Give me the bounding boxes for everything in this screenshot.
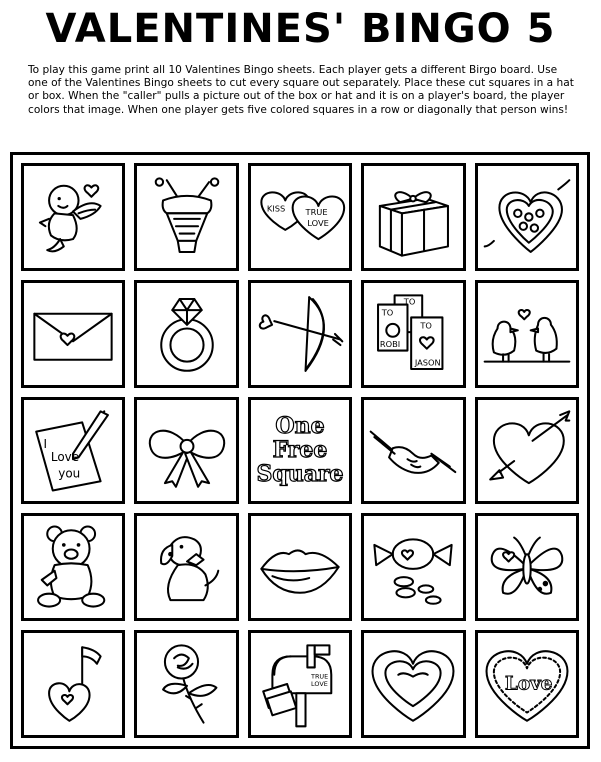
wrapped-candy-icon <box>367 521 459 613</box>
bingo-cell-valentine-cards[interactable] <box>361 280 465 388</box>
bingo-cell-wrapped-candy[interactable] <box>361 513 465 621</box>
bingo-cell-love-letter[interactable] <box>21 397 125 505</box>
free-square-line-2: Free <box>272 437 328 464</box>
bingo-cell-love-heart[interactable] <box>475 630 579 738</box>
double-heart-icon <box>367 638 459 730</box>
heart-love-label: Love <box>504 673 553 695</box>
cupid-icon <box>27 171 119 263</box>
bingo-cell-cupid[interactable] <box>21 163 125 271</box>
bingo-cell-free-square[interactable] <box>248 397 352 505</box>
bingo-cell-heart-note[interactable] <box>21 630 125 738</box>
bingo-cell-chocolate-box[interactable] <box>475 163 579 271</box>
free-square-line-3: Square <box>256 461 344 488</box>
mailbox-icon <box>254 638 346 730</box>
heart-arrow-icon <box>481 404 573 496</box>
card-jason-label: JASON <box>415 356 442 367</box>
diamond-ring-icon <box>141 288 233 380</box>
envelope-icon <box>27 288 119 380</box>
bingo-cell-candy-hearts[interactable] <box>248 163 352 271</box>
bingo-cell-teddy-bear[interactable] <box>21 513 125 621</box>
rose-icon <box>141 638 233 730</box>
bingo-cell-lips[interactable] <box>248 513 352 621</box>
bingo-cell-milkshake[interactable] <box>134 163 238 271</box>
milkshake-icon <box>141 171 233 263</box>
butterfly-icon <box>481 521 573 613</box>
card-robi-label: ROBI <box>380 338 401 349</box>
bingo-cell-lovebirds[interactable] <box>475 280 579 388</box>
lovebirds-icon <box>481 288 573 380</box>
heart-note-icon <box>27 638 119 730</box>
bingo-cell-envelope[interactable] <box>21 280 125 388</box>
valentine-cards-icon <box>367 288 459 380</box>
card-to-label-3: TO <box>420 320 433 331</box>
instructions-text: To play this game print all 10 Valentines Bingo sheets. Each player gets a different Birgo board. Use one of the Valentines Bingo sheets to cut every square out separately. Place these cut squares in a hat or box. When the "caller" pulls a picture out of the box or hat and it is on a player's board, the player colors that image. When one player gets five colored squares in a row or diagonally that person wins! <box>28 64 574 116</box>
letter-you-label: you <box>58 467 81 482</box>
bingo-cell-rose[interactable] <box>134 630 238 738</box>
page-title: VALENTINES' BINGO 5 <box>45 6 556 52</box>
puppy-icon <box>141 521 233 613</box>
teddy-bear-icon <box>27 521 119 613</box>
lips-icon <box>254 521 346 613</box>
card-to-label-2: TO <box>404 296 416 307</box>
free-square-line-1: One <box>275 413 325 440</box>
bingo-cell-holding-hands[interactable] <box>361 397 465 505</box>
mailbox-true-label: TRUE <box>311 672 329 681</box>
bingo-cell-bow-arrow[interactable] <box>248 280 352 388</box>
gift-box-icon <box>367 171 459 263</box>
bingo-board <box>10 152 590 749</box>
candy-true-label: TRUE <box>305 207 328 218</box>
bow-and-arrow-icon <box>254 288 346 380</box>
bingo-cell-puppy[interactable] <box>134 513 238 621</box>
bingo-cell-diamond-ring[interactable] <box>134 280 238 388</box>
holding-hands-icon <box>367 404 459 496</box>
bingo-cell-mailbox[interactable] <box>248 630 352 738</box>
bingo-cell-heart-arrow[interactable] <box>475 397 579 505</box>
letter-i-label: I <box>43 437 48 452</box>
ribbon-bow-icon <box>141 404 233 496</box>
card-to-label-1: TO <box>382 307 394 318</box>
love-heart-icon <box>481 638 573 730</box>
candy-hearts-icon <box>254 171 346 263</box>
love-letter-icon <box>27 404 119 496</box>
free-square-label <box>256 414 343 486</box>
candy-kiss-label: KISS <box>266 203 286 214</box>
bingo-cell-ribbon-bow[interactable] <box>134 397 238 505</box>
bingo-cell-double-heart[interactable] <box>361 630 465 738</box>
mailbox-love-label: LOVE <box>311 679 328 688</box>
chocolate-box-icon <box>481 171 573 263</box>
candy-love-label: LOVE <box>307 218 329 229</box>
bingo-cell-gift-box[interactable] <box>361 163 465 271</box>
letter-love-label: Love <box>51 450 80 465</box>
bingo-cell-butterfly[interactable] <box>475 513 579 621</box>
